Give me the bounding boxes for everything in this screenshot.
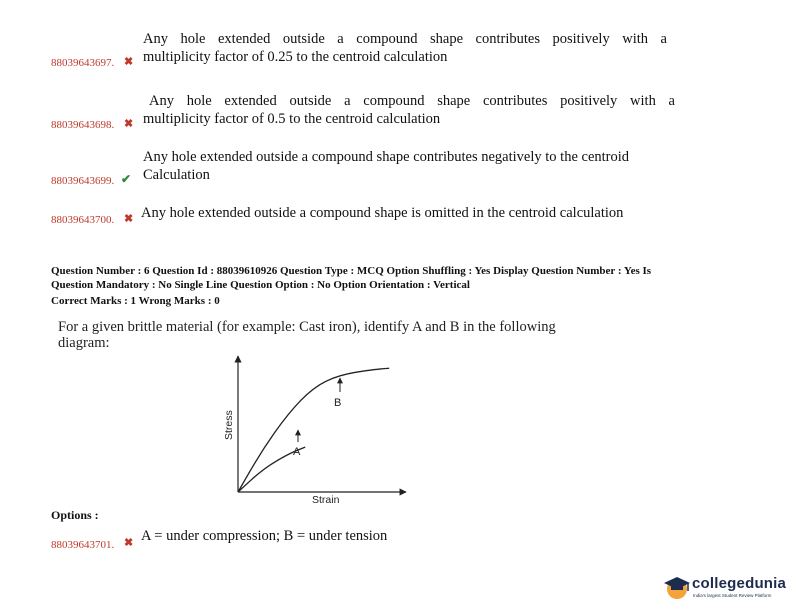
option-id: 88039643699.	[51, 175, 115, 187]
stress-strain-diagram	[210, 350, 420, 510]
question-text-line: diagram:	[58, 335, 110, 351]
wrong-mark-icon: ✖	[124, 213, 134, 225]
option-text-line: Calculation	[143, 167, 210, 183]
curve-b	[238, 368, 389, 492]
wrong-mark-icon: ✖	[124, 118, 134, 130]
x-axis-label: Strain	[312, 494, 340, 506]
y-axis-label: Stress	[223, 410, 235, 440]
question-meta-line: Question Number : 6 Question Id : 88039610926 Question Type : MCQ Option Shuffling : Yes Display Question Number : Yes Is	[51, 265, 652, 277]
option-text-line: A = under compression; B = under tension	[141, 528, 388, 544]
logo-tagline: India's largest Student Review Platform	[693, 593, 772, 598]
options-label: Options :	[51, 508, 99, 522]
option-id: 88039643698.	[51, 119, 115, 131]
option-text-line: Any hole extended outside a compound shape contributes positively with a	[149, 93, 675, 109]
wrong-mark-icon: ✖	[124, 537, 134, 549]
option-text-line: Any hole extended outside a compound shape contributes positively with a	[143, 31, 667, 47]
graduation-cap-icon	[662, 574, 692, 600]
logo-name: collegedunia	[692, 575, 787, 592]
option-id: 88039643701.	[51, 539, 115, 551]
collegedunia-logo	[662, 572, 790, 604]
annotation-b: B	[334, 397, 342, 409]
question-text-line: For a given brittle material (for example: Cast iron), identify A and B in the following	[58, 319, 556, 335]
question-meta-line: Question Mandatory : No Single Line Question Option : No Option Orientation : Vertical	[51, 279, 470, 291]
annotation-a: A	[293, 446, 301, 458]
correct-mark-icon: ✔	[121, 172, 132, 186]
option-text-line: multiplicity factor of 0.25 to the centroid calculation	[143, 49, 448, 65]
option-id: 88039643700.	[51, 214, 115, 226]
option-text-line: Any hole extended outside a compound shape is omitted in the centroid calculation	[141, 205, 624, 221]
option-text-line: multiplicity factor of 0.5 to the centroid calculation	[143, 111, 441, 127]
question-marks-line: Correct Marks : 1 Wrong Marks : 0	[51, 295, 220, 307]
option-text-line: Any hole extended outside a compound shape contributes negatively to the centroid	[143, 149, 630, 165]
option-id: 88039643697.	[51, 57, 115, 69]
wrong-mark-icon: ✖	[124, 56, 134, 68]
